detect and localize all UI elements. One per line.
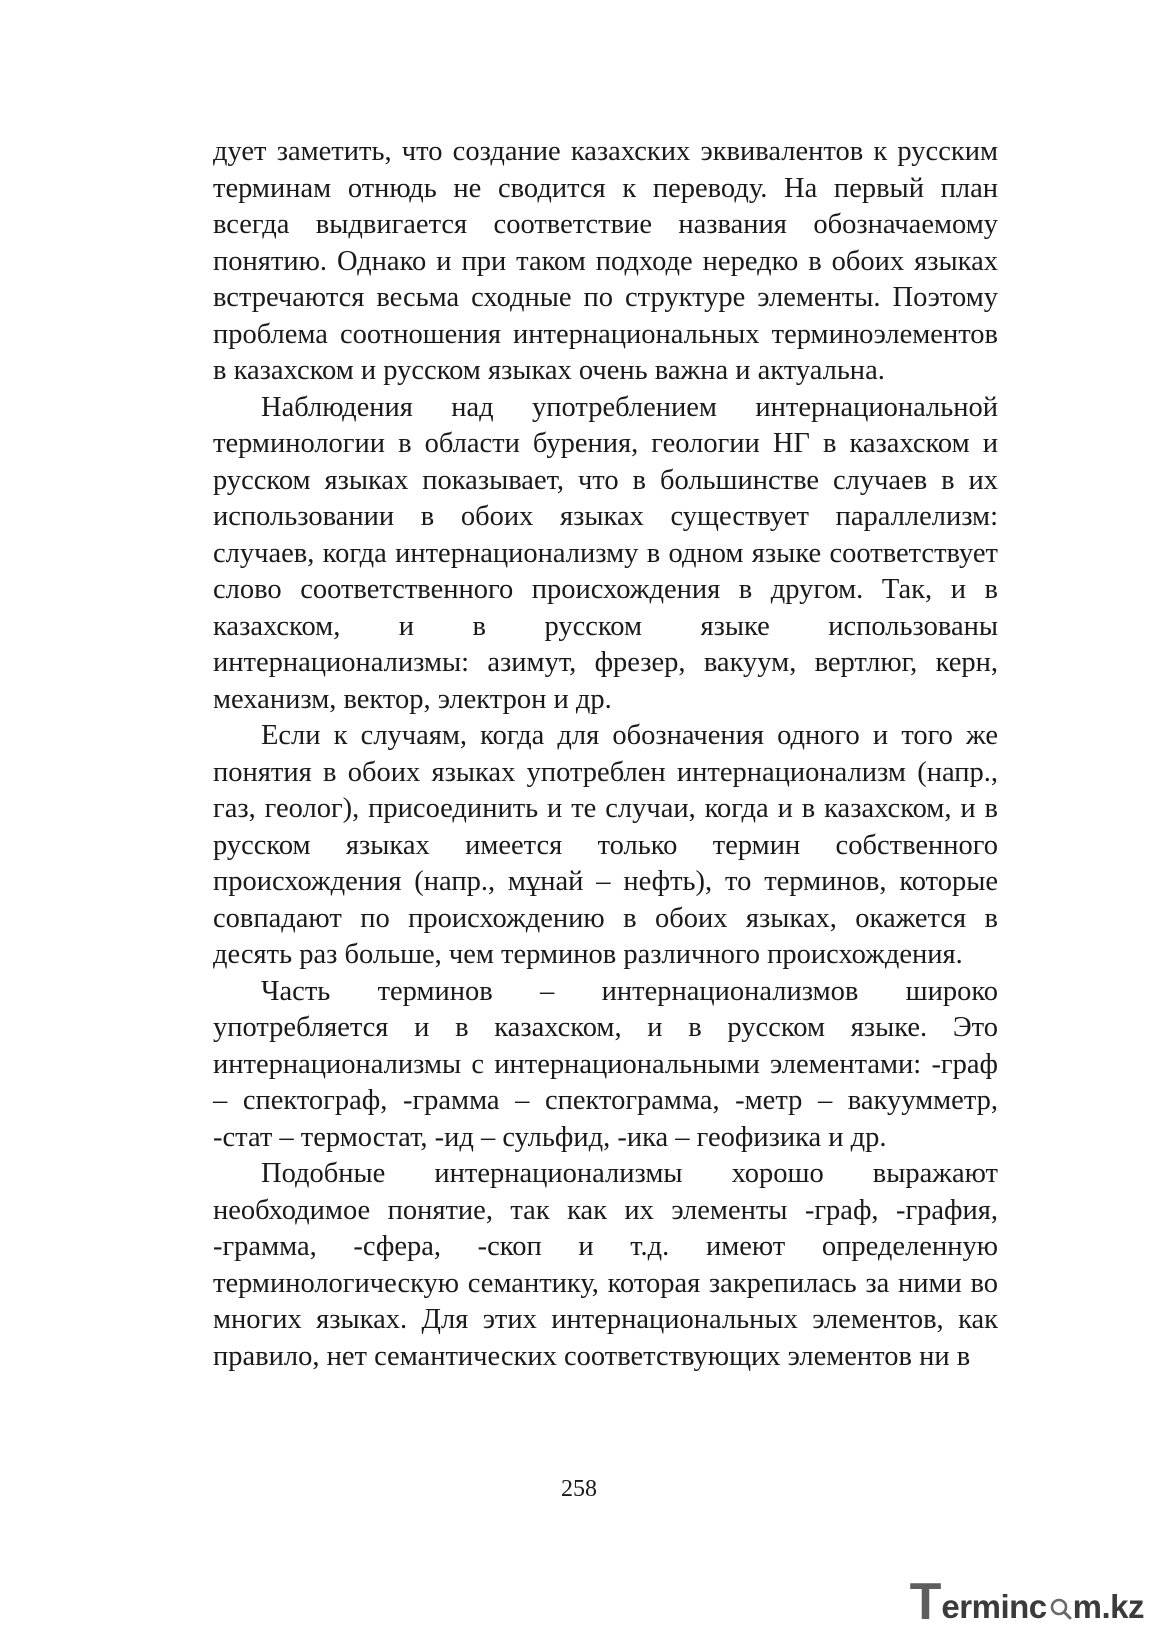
watermark-letter-t: T xyxy=(909,1573,942,1631)
paragraph-3: Если к случаям, когда для обозначения одного и того же понятия в обоих языках употреблен интернационализм (напр., газ, геолог), присоединить и те случаи, когда и в казахском, и в русском языках имеется только термин собственного происхождения (напр., мұнай – нефть), то терминов, которые совпадают по происхождению в обоих языках, окажется в десять раз больше, чем терминов различного происхождения. xyxy=(213,720,998,970)
paragraph-2: Наблюдения над употреблением интернациональной терминологии в области бурения, геологии НГ в казахском и русском языках показывает, что в большинстве случаев в их использовании в обоих языках существует параллелизм: случаев, когда интернационализму в одном языке соответствует слово соответственного происхождения в другом. Так, и в казахском, и в русском языке использованы интернационализмы: азимут, фрезер, вакуум, вертлюг, керн, механизм, вектор, электрон и др. xyxy=(213,391,998,715)
termincom-watermark-logo xyxy=(910,1575,1144,1629)
paragraph-5: Подобные интернационализмы хорошо выражают необходимое понятие, так как их элементы -граф, -графия, -грамма, -сфера, -скоп и т.д. имеют определенную терминологическую семантику, которая закрепилась за ними во многих языках. Для этих интернациональных элементов, как правило, нет семантических соответствующих элементов ни в xyxy=(213,1158,998,1372)
magnifier-icon xyxy=(1050,1598,1072,1620)
paragraph-1: дует заметить, что создание казахских эквивалентов к русским терминам отнюдь не сводится к переводу. На первый план всегда выдвигается соответствие названия обозначаемому понятию. Однако и при таком подходе нередко в обоих языках встречаются весьма сходные по структуре элементы. Поэтому проблема соотношения интернациональных терминоэлементов в казахском и русском языках очень важна и актуальна. xyxy=(213,136,998,386)
watermark-text-end: m.kz xyxy=(1072,1588,1144,1625)
page-number: 258 xyxy=(561,1476,597,1502)
watermark-text-middle: erminc xyxy=(941,1588,1047,1625)
page-body-text xyxy=(213,134,998,1375)
paragraph-4: Часть терминов – интернационализмов широко употребляется и в казахском, и в русском языке. Это интернационализмы с интернациональными элементами: -граф – спектограф, -грамма – спектограмма, -метр – вакуумметр, -стат – термостат, -ид – сульфид, -ика – геофизика и др. xyxy=(213,975,998,1153)
